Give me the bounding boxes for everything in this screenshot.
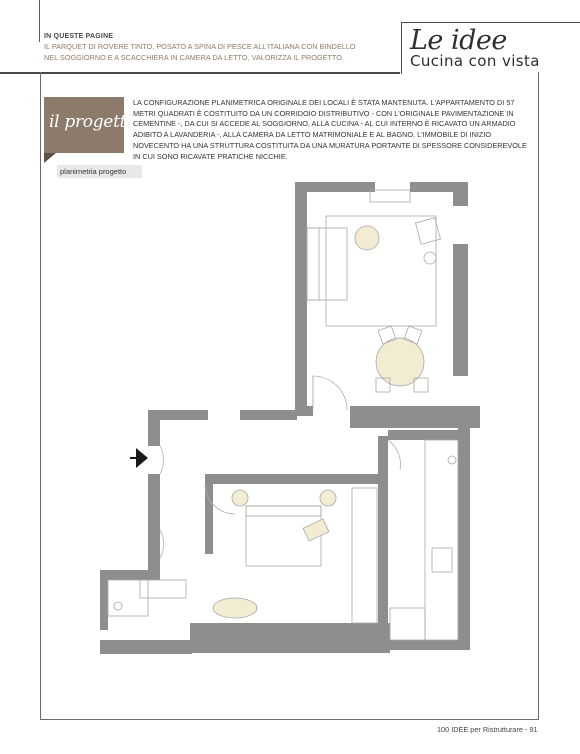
sofa-back: [307, 228, 319, 300]
wall-bedroom-bottom: [190, 623, 390, 653]
bedroom-rug: [213, 598, 257, 618]
living-rug: [326, 216, 436, 326]
living-window-bench: [370, 190, 410, 202]
bed-headboard: [246, 506, 321, 516]
caption-text: IL PARQUET DI ROVERE TINTO, POSATO A SPINA DI PESCE ALL'ITALIANA CON BINDELLO NEL SOGGIORNO E A SCACCHIERA IN CAMERA DA LETTO, VALORIZZA IL PROGETTO.: [44, 42, 356, 62]
entry-arrow-tail: [130, 457, 138, 459]
brand-script: Le idee: [410, 25, 507, 56]
plan-label: planimetria progetto: [57, 165, 142, 178]
door-kitchen: [388, 440, 401, 470]
bath-washbasin: [140, 580, 186, 598]
wall-living-top-a: [295, 182, 375, 192]
wall-kitchen-bottom: [388, 640, 468, 650]
door-bath: [160, 530, 164, 558]
wall-bedroom-left: [205, 474, 213, 554]
wall-living-right-b: [453, 244, 468, 376]
walls: [100, 182, 480, 654]
dining-table: [376, 338, 424, 386]
coffee-table: [355, 226, 379, 250]
floor-plan: [100, 178, 480, 658]
wall-corridor-top-b: [240, 410, 297, 420]
wall-bath-bottom: [100, 640, 192, 654]
wall-living-right-a: [453, 182, 468, 206]
intro-text: LA CONFIGURAZIONE PLANIMETRICA ORIGINALE DEI LOCALI È STATA MANTENUTA. L'APPARTAMENTO DI 57 METRI QUADRATI È COSTITUITO DA UN CORRIDOIO DISTRIBUTIVO - CON L'ORIGINALE PAVIMENTAZIONE IN CEMENTINE -, DA CUI SI ACCEDE AL SOGGIORNO, ALLA CUCINA - AL CUI INTERNO È RICAVATO UN ARMADIO ADIBITO A LAVANDERIA -, ALLA CAMERA DA LETTO MATRIMONIALE E AL BAGNO. L'IMMOBILE DI INIZIO NOVECENTO HA UNA STRUTTURA COSTITUITA DA UNA MURATURA PORTANTE DI SPESSORE CONSIDEREVOLE IN CUI SONO RICAVATE PRATICHE NICCHIE.: [133, 98, 527, 161]
sofa: [307, 228, 347, 300]
side-table: [424, 252, 436, 264]
shower-drain: [114, 602, 122, 610]
door-entry: [160, 446, 163, 474]
bedroom-wardrobe: [352, 488, 377, 623]
wall-bath-left: [100, 570, 108, 630]
entry-arrow: [130, 448, 148, 468]
page-footer: 100 IDEE per Ristrutturare - 91: [437, 725, 538, 734]
door-living: [313, 376, 347, 410]
wall-kitchen-right: [458, 428, 470, 650]
top-left-rule: [39, 0, 40, 42]
wall-living-bottom: [350, 406, 480, 428]
kitchen-hob: [448, 456, 456, 464]
section-tag-fold: [44, 153, 56, 163]
door-arcs: [160, 376, 401, 558]
bedroom-flowers: [303, 519, 329, 541]
kitchen-sink: [432, 548, 452, 572]
nightstand-right: [320, 490, 336, 506]
kitchen-laundry-cabinet: [390, 608, 425, 640]
wall-living-left: [295, 182, 307, 410]
wall-left-lower: [148, 474, 160, 578]
nightstand-left: [232, 490, 248, 506]
wall-bedroom-right: [378, 436, 388, 651]
armchair: [415, 218, 440, 244]
wall-bedroom-top: [205, 474, 380, 484]
brand-subtitle: Cucina con vista: [410, 52, 540, 70]
section-tag-text: il progetto: [49, 112, 137, 132]
kitchen-counter: [425, 440, 458, 640]
wall-entry-top: [100, 570, 160, 580]
brand-box: [401, 22, 580, 74]
wall-living-bottom-left: [295, 406, 313, 416]
caption-kicker: IN QUESTE PAGINE: [44, 33, 114, 40]
wall-kitchen-top: [388, 430, 468, 440]
wall-left-upper: [148, 410, 160, 446]
